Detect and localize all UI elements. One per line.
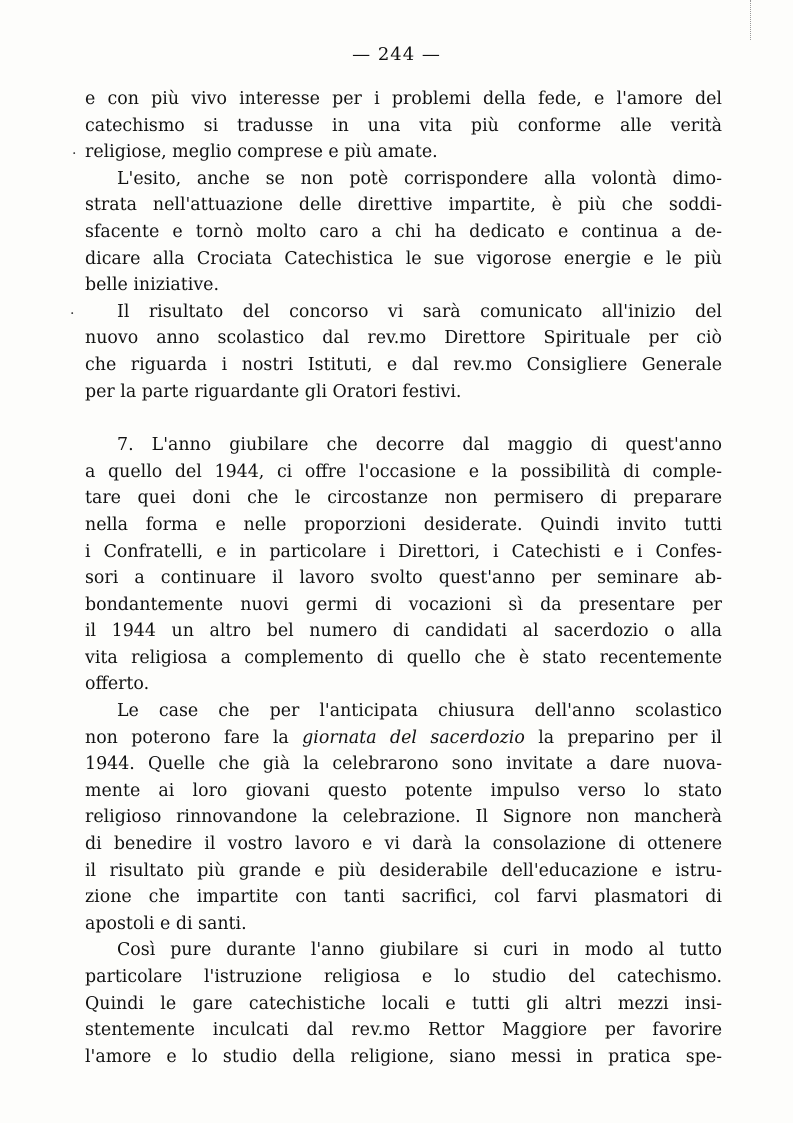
text-line: tare quei doni che le circostanze non permisero di preparare [85,488,722,509]
text-line: mente ai loro giovani questo potente impulso verso lo stato [85,780,722,801]
text-line: belle iniziative. [85,275,219,296]
paragraph-gap [85,405,722,432]
text-line: religiose, meglio comprese e più amate. [85,142,438,163]
text-line: stentemente inculcati dal rev.mo Rettor Maggiore per favorire [85,1020,722,1041]
text-segment: la preparino per il [538,727,722,748]
text-line: il 1944 un altro bel numero di candidati al sacerdozio o alla [85,621,722,642]
text-line: sori a continuare il lavoro svolto quest'anno per seminare ab- [85,568,722,589]
text-line: sfacente e tornò molto caro a chi ha dedicato e continua a de- [85,221,722,242]
text-line: 7. L'anno giubilare che decorre dal maggio di quest'anno [117,435,722,456]
margin-dot: · [72,146,77,162]
page-edge-mark [750,0,753,40]
text-line: apostoli e di santi. [85,913,247,934]
text-line: catechismo si tradusse in una vita più conforme alle verità [85,115,722,136]
text-line: i Confratelli, e in particolare i Direttori, i Catechisti e i Confes- [85,541,722,562]
text-line: Le case che per l'anticipata chiusura dell'anno scolastico [117,701,722,722]
text-line: 1944. Quelle che già la celebrarono sono invitate a dare nuova- [85,754,722,775]
body-text [85,86,722,1070]
text-line: zione che impartite con tanti sacrifici, col farvi plasmatori di [85,887,722,908]
page-number: — 244 — [352,44,441,65]
text-line: religioso rinnovandone la celebrazione. Il Signore non mancherà [85,807,722,828]
text-line: a quello del 1944, ci offre l'occasione e la possibilità di comple- [85,461,722,482]
text-segment: non poterono fare la [85,727,289,748]
text-line: l'amore e lo studio della religione, siano messi in pratica spe- [85,1046,722,1067]
text-line: dicare alla Crociata Catechistica le sue vigorose energie e le più [85,248,722,269]
text-line: il risultato più grande e più desiderabile dell'educazione e istru- [85,860,722,881]
text-line: strata nell'attuazione delle direttive impartite, è più che soddi- [85,195,722,216]
text-line: che riguarda i nostri Istituti, e dal rev.mo Consigliere Generale [85,354,722,375]
text-line: offerto. [85,674,150,695]
text-line: Così pure durante l'anno giubilare si curi in modo al tutto [117,940,722,961]
text-line: per la parte riguardante gli Oratori festivi. [85,381,462,402]
text-line-mixed [85,725,722,752]
text-line: di benedire il vostro lavoro e vi darà la consolazione di ottenere [85,834,722,855]
italic-phrase: giornata del sacerdozio [302,727,525,748]
text-line: vita religiosa a complemento di quello che è stato recentemente [85,647,722,668]
text-line: bondantemente nuovi germi di vocazioni sì da presentare per [85,594,722,615]
text-line: Quindi le gare catechistiche locali e tutti gli altri mezzi insi- [85,993,722,1014]
text-line: nella forma e nelle proporzioni desiderate. Quindi invito tutti [85,514,722,535]
margin-dot: · [70,306,75,322]
text-line: particolare l'istruzione religiosa e lo studio del catechismo. [85,967,722,987]
text-line: L'esito, anche se non potè corrispondere alla volontà dimo- [117,168,722,189]
text-line: Il risultato del concorso vi sarà comunicato all'inizio del [117,301,722,322]
text-line: nuovo anno scolastico dal rev.mo Direttore Spirituale per ciò [85,328,722,349]
text-line: e con più vivo interesse per i problemi della fede, e l'amore del [85,89,722,109]
